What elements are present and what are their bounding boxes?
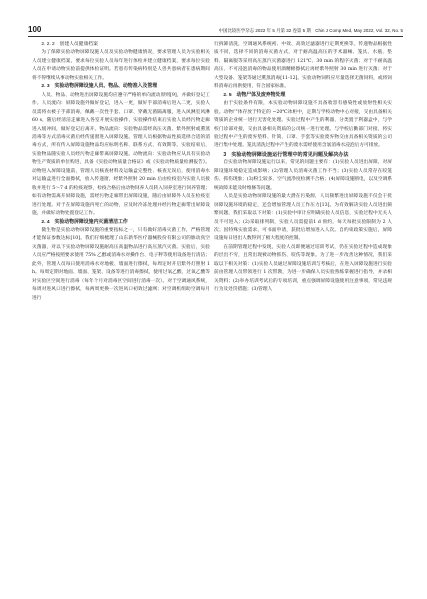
body-paragraph: 人员是实验动物屏障设施的最大潜在污染源，人员频繁进出屏障设施不仅会干扰屏障设施环境的稳定，还会增加管理人员工作压力[13]。为有效解决实验人员进出频繁问题，我们采取以下对策：(1)实验中审计应明确实验人员信息，实验过程中无关人员不可进入；(2)采取排列制，实验人员需提前1 d 预约，每天每批实验限制为 2 人次；因特殊实验需求，可书面申请，获批后增加进入人次。自约束政策实施后，屏障设施每日进出人数得到了极大程度的控制。 xyxy=(214,194,392,242)
body-paragraph: 自实验动物屏障设施运行以来，常见的问题主要有：(1)实验人员进出屏障，对屏障设施环境稳定造成影响；(2)管理人员消毒灭菌工作不当；(3)实验人员常存在咬笼伤、抓伤现象；(3)粉尘较多、空气流净度检测不合格；(4)屏障设施断电，以及空调系统故障未能及时维修等问题。 xyxy=(214,160,392,191)
body-paragraph: 人员、物品、动物进出屏障设施均应遵守严格的单向流动原则[9]，并做好登记工作。人员流向：屏障设施外做好登记，进入一更，做好手部消毒后进入二更，实验人员需将衣被子手部消毒，佩戴一次性手套、口罩、穿戴无菌隔离服，进入风淋室风淋 60 s，随后经清洁走廊进入各室开展实验操作，实验操作结束后实验人员经污物走廊进入缓冲间，做好登记后离开。物品流向：实验物品需经高压灭菌、紫外照射或熏蒸消毒等方式消毒灭菌后经传递窗进入屏障设施。管理人员根据物品性质选择合适的消毒方式，所有传入屏障设施物品均应标明名称、联系方式、有效期等。实验结束后，实验物品随实验人员经污物走廊带离屏障设施。动物流向：实验动物应从具有实验动物生产资质的单位购进，具备《实验动物质量合格证》或《实验动物质量检测报告》。动物进入屏障设施前，管理人员核查材料及运输盒完整性、核查无误后，使用消毒水对运输盒进行全面擦拭，放入传递窗，经紫外照射 20 min 后由检疫室内实验人员接收并进行 5～7 d 的检疫观察，检疫合格后由动物饲养人员转入饲养室进行饲养管理；如有动物需离开屏障设施，需经污物走廊带出屏障设施，随后由屏障外人员在检疫室进行处理。对于在屏障设施内死亡的动物，应及时冷冻处理并经污物走廊带出屏障设施，并做好动物处置登记工作。 xyxy=(32,92,210,217)
header-rule xyxy=(28,36,403,37)
body-paragraph: 行拆卸清洗，空调通风系统初、中效、高效过滤器进行定期更换等。传递物品根据性质不同，选择不同的消毒灭菌方式，对于耐高温高压的手术器械、笼具、水瓶、垫料、隔离服等采用高压蒸汽灭菌器进行 121℃、30 min 的程序灭菌；对于不耐高温高压、不可浸泡消毒的物品使用酒精棉擦拭后再经紫外照射 30 min 进行灭菌；对于大型设备、笼架等通过熏蒸消毒[11-12]。实验动物饲料应尽量选择无菌饲料，或将饲料消毒后再供使用，符合国家标准。 xyxy=(214,42,392,90)
sub-subsection-heading: 2. 2. 2 创建人员健康档案 xyxy=(41,42,98,47)
section-heading: 3 实验动物屏障设施运行管理中的常见问题及解决办法 xyxy=(223,151,349,158)
body-paragraph: 由于实验条件有限，本实验动物屏障设施不具备收容有感染性或放射性相关实验。动物尸体存放于特定的 −20℃冰柜中，定期与学校动物中心对接，交由具备相关资质的企业统一进行无害化处理。实验过程中产生的利器，分类置于利器盒中，与学校门诊部对接，交由具备相关资质的公司统一进行处理。与学校后勤部门对接，将实验过程中产生的废弃垫料、针筒、口罩、手套等实验废弃物交由具备相关资质的公司进行集中处理。笼具清洗过程中产生的废水需经使用含氯消毒水浸泡后方可排放。 xyxy=(214,101,392,149)
subsection-heading: 2. 5 动物尸体及废弃物处理 xyxy=(223,92,286,98)
right-column xyxy=(214,41,392,295)
page-header xyxy=(28,20,403,34)
journal-citation: 中国比较医学杂志 2022 年 5 月第 32 卷第 5 期 Chin J Comp Med, May 2022, Vol. 32, No. 5 xyxy=(218,28,403,33)
body-paragraph: 为了保障实验动物屏障设施人员及实验动物健康情况，要求管理人员为实验相关人员建立健康档案，要求每位实验人员每年进行体检并建立健康档案，要求每位实验人员在申请动物实验前提供体检证明。若患有传染病特别是人兽共患病者在患病期间将不得继续从事动物实验相关工作。 xyxy=(32,50,210,81)
body-paragraph: 微生物是实验动物屏障设施的重要指标之一，只有做好消毒灭菌工作，严格管理才能保证参数达标[10]。我们仔细梳理了山东新华医疗器械股份有限公司的脉动真空灭菌器，对以下实验动物屏障设施耐高压高温物品进行高压蒸汽灭菌。实验后，实验人员应严格按照要求使用 75% 乙醇或消毒水对操作台、电子秤等使用设备进行清洁；此外，管理人员每日使用消毒水对地板、墙面进行擦拭，每周定时开启紫外灯照射 1 h。每周定期对地面、墙面、笼架、设备等进行消毒擦拭，使用过氧乙酸、过氧乙酸等对实验区空间进行消毒（每年个月对消毒区空间进行消毒一次）。对于空调通风系统，每周对进风口进行擦拭，每两周更换一次进风口初效过滤网；对空调机组助空调每月进行 xyxy=(32,227,210,301)
left-column xyxy=(32,41,210,303)
page-number: 100 xyxy=(28,25,42,34)
subsection-heading: 2. 4 实验动物屏障设施内灭菌清洁工作 xyxy=(41,219,128,225)
body-paragraph: 在前期管理过程中发现，实验人员即便通过培训考试，仍在实验过程中造成现象的层出不穷，且常出现被动物抓伤、咬伤等现象。为了进一步改善这种情况，我们采取以下相关对策：(1)实验人员通过屏障设施培训与考核后，在进入屏障设施进行实验前由管理人员带领进行 1 次带教，为进一步确保人员实验熟练掌握进行指导，并录相关资料；(2)举办培训考试后的专项培训，重点强调屏障设施使用注意事项，常见违规行为及处罚措施；(3)管理人 xyxy=(214,244,392,293)
subsection-heading: 2. 3 实验动物屏障设施人员、物品、动物准入及管理 xyxy=(41,84,158,90)
